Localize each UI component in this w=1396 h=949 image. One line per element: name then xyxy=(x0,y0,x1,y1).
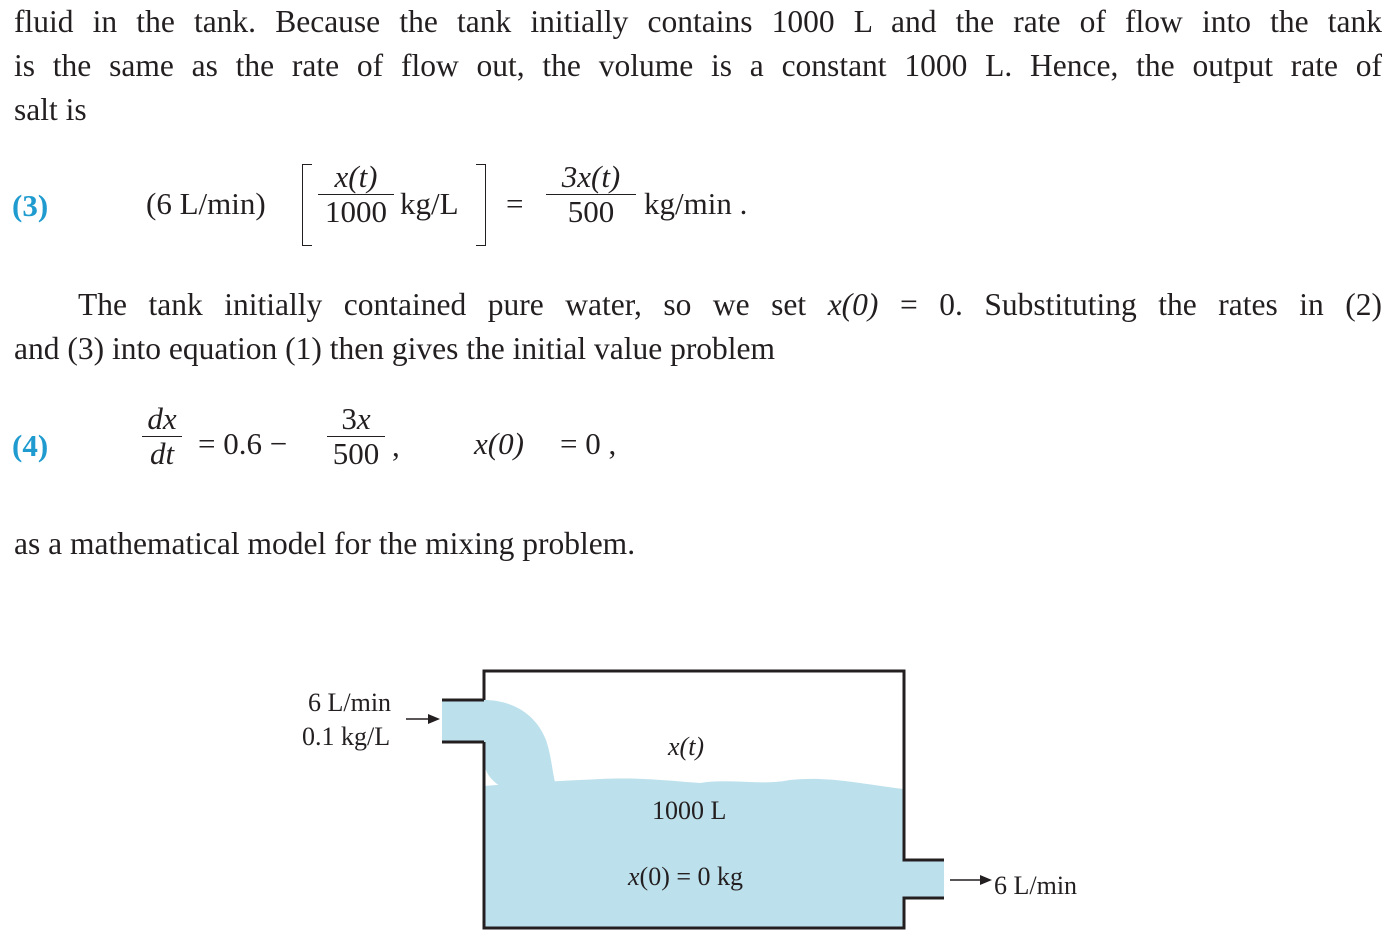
equation-3-unit-1: kg/L xyxy=(400,186,459,221)
equation-3-rate: (6 L/min) xyxy=(146,186,266,221)
inline-x0: x(0) xyxy=(827,287,879,322)
paragraph-intro-line-3: salt is xyxy=(14,92,87,127)
initial-condition-label: x(0) = 0 kg xyxy=(628,862,744,891)
paragraph-initial-value-line-1-text: The tank initially contained pure water, so we set xyxy=(78,287,828,322)
paragraph-initial-value-line-2: and (3) into equation (1) then gives the initial value problem xyxy=(14,331,776,366)
equation-3-equals: = xyxy=(506,186,524,221)
equation-4-comma: , xyxy=(392,428,400,463)
salt-amount-label: x(t) xyxy=(668,732,705,761)
equation-4-initial-rhs: = 0 , xyxy=(560,426,617,461)
equation-4-fraction-1-numerator: dx xyxy=(147,401,177,436)
equation-3-unit-2: kg/min . xyxy=(644,186,748,221)
equation-3-fraction-1-numerator: x(t) xyxy=(334,159,378,194)
equation-4-middle: = 0.6 − xyxy=(198,426,288,461)
equation-4-fraction-2-numerator: 3x xyxy=(341,401,371,436)
paragraph-intro-line-2: is the same as the rate of flow out, the volume is a constant 1000 L. Hence, the output rate of xyxy=(14,48,1382,83)
paragraph-intro-line-1: fluid in the tank. Because the tank initially contains 1000 L and the rate of flow into the tank xyxy=(14,4,1382,39)
equation-number-3: (3) xyxy=(12,188,49,223)
equation-4-initial: x(0) xyxy=(474,426,524,461)
equation-number-4: (4) xyxy=(12,428,49,463)
paragraph-conclusion-line-1: as a mathematical model for the mixing problem. xyxy=(14,526,636,561)
equation-3-fraction-2-numerator: 3x(t) xyxy=(561,159,621,194)
inflow-arrowhead xyxy=(428,714,440,724)
outlet-pipe-water xyxy=(904,860,944,898)
equation-3-fraction-2-denominator: 500 xyxy=(567,194,615,229)
outflow-arrowhead xyxy=(980,875,992,885)
inflow-rate-label: 6 L/min xyxy=(308,688,392,717)
equation-4-fraction-1-denominator: dt xyxy=(149,436,175,471)
equation-3-fraction-1-denominator: 1000 xyxy=(325,194,387,229)
equation-4-fraction-2-denominator: 500 xyxy=(332,436,380,471)
inflow-concentration-label: 0.1 kg/L xyxy=(302,722,391,751)
volume-label: 1000 L xyxy=(652,796,727,825)
paragraph-initial-value-line-1-rest: = 0. Substituting the rates in (2) xyxy=(878,287,1382,322)
outflow-rate-label: 6 L/min xyxy=(994,871,1078,900)
